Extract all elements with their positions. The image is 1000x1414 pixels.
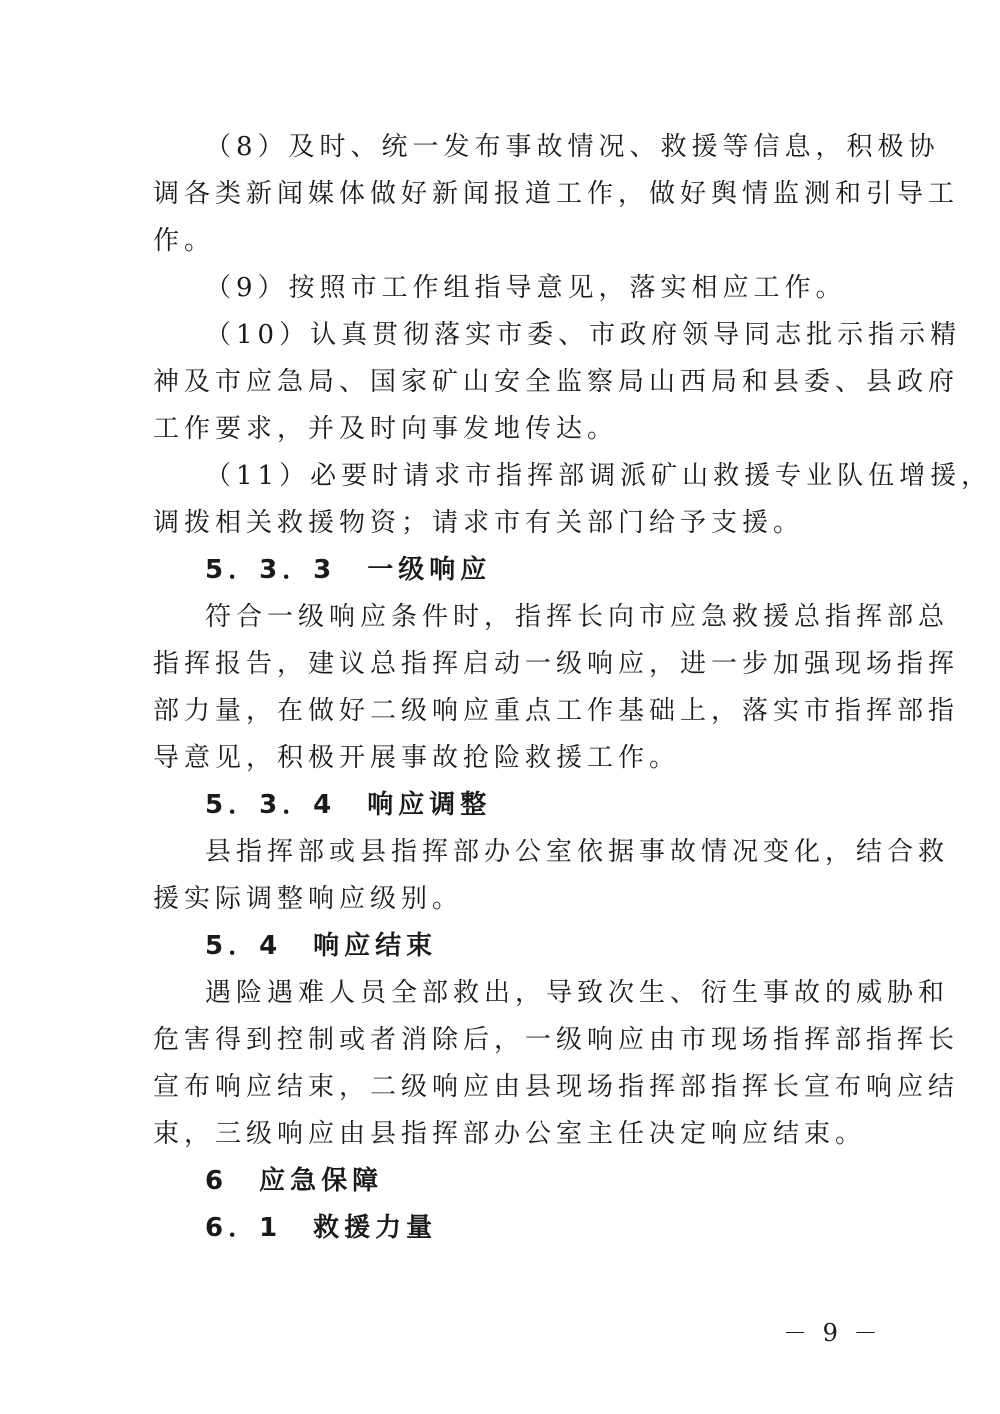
paragraph-line: 调各类新闻媒体做好新闻报道工作，做好舆情监测和引导工 [153, 179, 960, 209]
section-heading: 6．1 救援力量 [205, 1213, 438, 1243]
paragraph-line: 工作要求，并及时向事发地传达。 [153, 414, 619, 444]
paragraph-line: 导意见，积极开展事故抢险救援工作。 [153, 743, 681, 773]
paragraph-line: （11）必要时请求市指挥部调派矿山救援专业队伍增援， [205, 461, 993, 491]
paragraph-line: 危害得到控制或者消除后，一级响应由市现场指挥部指挥长 [153, 1025, 960, 1055]
paragraph-line: 符合一级响应条件时，指挥长向市应急救援总指挥部总 [205, 602, 950, 632]
paragraph-line: 遇险遇难人员全部救出，导致次生、衍生事故的威胁和 [205, 978, 950, 1008]
paragraph-line: 部力量，在做好二级响应重点工作基础上，落实市指挥部指 [153, 696, 960, 726]
section-heading: 5．3．3 一级响应 [205, 555, 492, 585]
paragraph-line: （9）按照市工作组指导意见，落实相应工作。 [205, 273, 847, 303]
section-heading: 6 应急保障 [205, 1166, 384, 1196]
paragraph-line: 调拨相关救援物资；请求市有关部门给予支援。 [153, 508, 805, 538]
paragraph-line: （10）认真贯彻落实市委、市政府领导同志批示指示精 [205, 320, 962, 350]
paragraph-line: 指挥报告，建议总指挥启动一级响应，进一步加强现场指挥 [153, 649, 960, 679]
page-number: － 9 － [783, 1319, 882, 1347]
document-body [153, 124, 993, 1252]
section-heading: 5．4 响应结束 [205, 931, 438, 961]
paragraph-line: 束，三级响应由县指挥部办公室主任决定响应结束。 [153, 1119, 867, 1149]
paragraph-line: 县指挥部或县指挥部办公室依据事故情况变化，结合救 [205, 837, 950, 867]
paragraph-line: 援实际调整响应级别。 [153, 884, 464, 914]
paragraph-line: 作。 [153, 226, 216, 256]
section-heading: 5．3．4 响应调整 [205, 790, 492, 820]
paragraph-line: （8）及时、统一发布事故情况、救援等信息，积极协 [205, 132, 940, 162]
paragraph-line: 神及市应急局、国家矿山安全监察局山西局和县委、县政府 [153, 367, 960, 397]
paragraph-line: 宣布响应结束，二级响应由县现场指挥部指挥长宣布响应结 [153, 1072, 960, 1102]
